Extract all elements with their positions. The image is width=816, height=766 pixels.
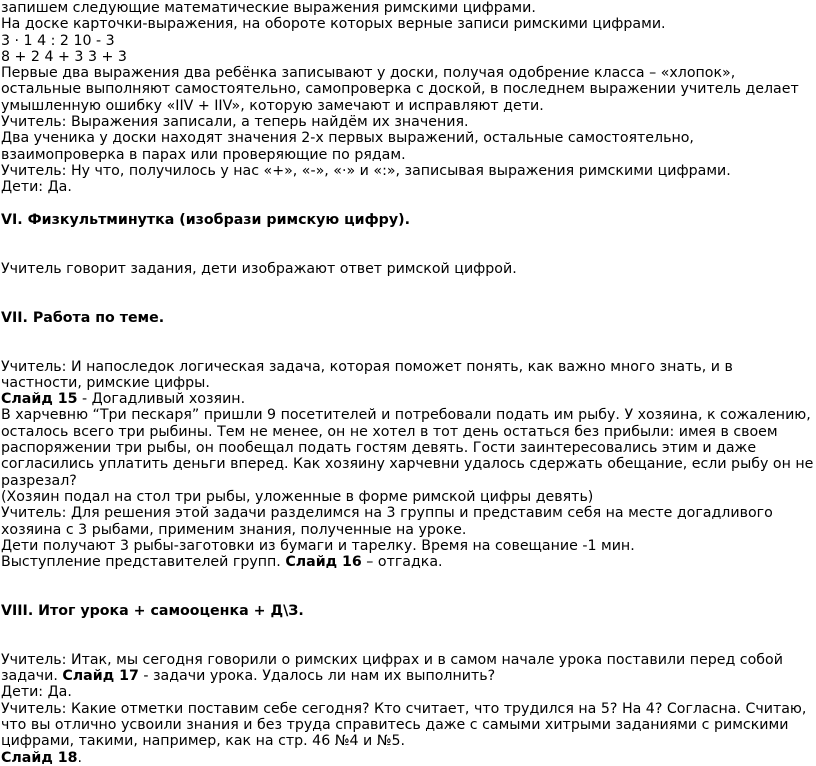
text-run: .	[77, 749, 82, 766]
paragraph: Первые два выражения два ребёнка записывают у доски, получая одобрение класса – «хлопок», остальные выполняют самостоятельно, самопроверка с доской, в последнем выражении учитель делает умышленную ошибку «IIV + IIV», которую замечают и исправляют дети.	[1, 65, 799, 114]
paragraph	[1, 554, 814, 570]
text-run: – отгадка.	[361, 554, 443, 571]
paragraph: Учитель: И напоследок логическая задача, которая поможет понять, как важно много знать, и в частности, римские цифры.	[1, 358, 733, 391]
spacer	[1, 244, 814, 260]
paragraph	[1, 750, 814, 766]
section-heading-vii: VII. Работа по теме.	[1, 309, 165, 326]
paragraph: На доске карточки-выражения, на обороте которых верные записи римскими цифрами.	[1, 16, 666, 33]
spacer	[1, 196, 814, 212]
slide-label: Слайд 18	[1, 749, 78, 766]
spacer	[1, 342, 814, 358]
slide-label: Слайд 17	[62, 668, 139, 685]
expression-line: 8 + 2 4 + 3 3 + 3	[1, 48, 127, 65]
spacer	[1, 277, 814, 293]
paragraph: Учитель: Ну что, получилось у нас «+», «-», «·» и «:», записывая выражения римскими цифрами.	[1, 162, 731, 179]
paragraph	[1, 652, 814, 685]
spacer	[1, 636, 814, 652]
paragraph: Дети: Да.	[1, 684, 72, 701]
paragraph: Дети получают 3 рыбы-заготовки из бумаги и тарелку. Время на совещание -1 мин.	[1, 537, 635, 554]
paragraph: Учитель: Для решения этой задачи разделимся на 3 группы и представим себя на месте догадливого хозяина с 3 рыбами, применим знания, полученные на уроке.	[1, 505, 773, 538]
paragraph: Учитель: Выражения записали, а теперь найдём их значения.	[1, 114, 469, 131]
section-heading-viii: VIII. Итог урока + самооценка + Д\З.	[1, 602, 304, 619]
paragraph: В харчевню “Три пескаря” пришли 9 посетителей и потребовали подать им рыбу. У хозяина, к сожалению, осталось всего три рыбины. Тем не менее, он не хотел в тот день остаться без прибыли: имея в своем распоряжении три рыбы, он пообещал подать гостям девять. Гости заинтересовались этим и даже согласились уплатить деньги вперед. Как хозяину харчевни удалось сдержать обещание, если рыбу он не разрезал?	[1, 407, 814, 489]
spacer	[1, 293, 814, 309]
spacer	[1, 326, 814, 342]
slide-label: Слайд 16	[285, 554, 362, 571]
paragraph: Дети: Да.	[1, 179, 72, 196]
spacer	[1, 587, 814, 603]
text-run: Учитель: Итак, мы сегодня говорили о римских цифрах и в самом начале урока поставили перед собой задачи.	[1, 651, 783, 685]
spacer	[1, 570, 814, 586]
section-heading-vi: VI. Физкультминутка (изобрази римскую цифру).	[1, 211, 410, 228]
slide-caption: - Догадливый хозяин.	[77, 391, 246, 408]
text-run: - задачи урока. Удалось ли нам их выполнить?	[138, 668, 496, 685]
text-run: Выступление представителей групп.	[1, 554, 286, 571]
expression-line: 3 · 1 4 : 2 10 - 3	[1, 32, 115, 49]
paragraph: (Хозяин подал на стол три рыбы, уложенные в форме римской цифры девять)	[1, 488, 594, 505]
paragraph: Два ученика у доски находят значения 2-х первых выражений, остальные самостоятельно, взаимопроверка в парах или проверяющие по рядам.	[1, 130, 694, 163]
paragraph: запишем следующие математические выражения римскими цифрами.	[1, 0, 536, 16]
spacer	[1, 228, 814, 244]
slide-label: Слайд 15	[1, 391, 78, 408]
paragraph: Учитель: Какие отметки поставим себе сегодня? Кто считает, что трудился на 5? На 4? Согласна. Считаю, что вы отлично усвоили знания и без труда справитесь даже с самыми хитрыми заданиями с римскими цифрами, такими, например, как на стр. 46 №4 и №5.	[1, 700, 807, 750]
paragraph: Учитель говорит задания, дети изображают ответ римской цифрой.	[1, 260, 517, 277]
spacer	[1, 619, 814, 635]
paragraph	[1, 391, 814, 407]
